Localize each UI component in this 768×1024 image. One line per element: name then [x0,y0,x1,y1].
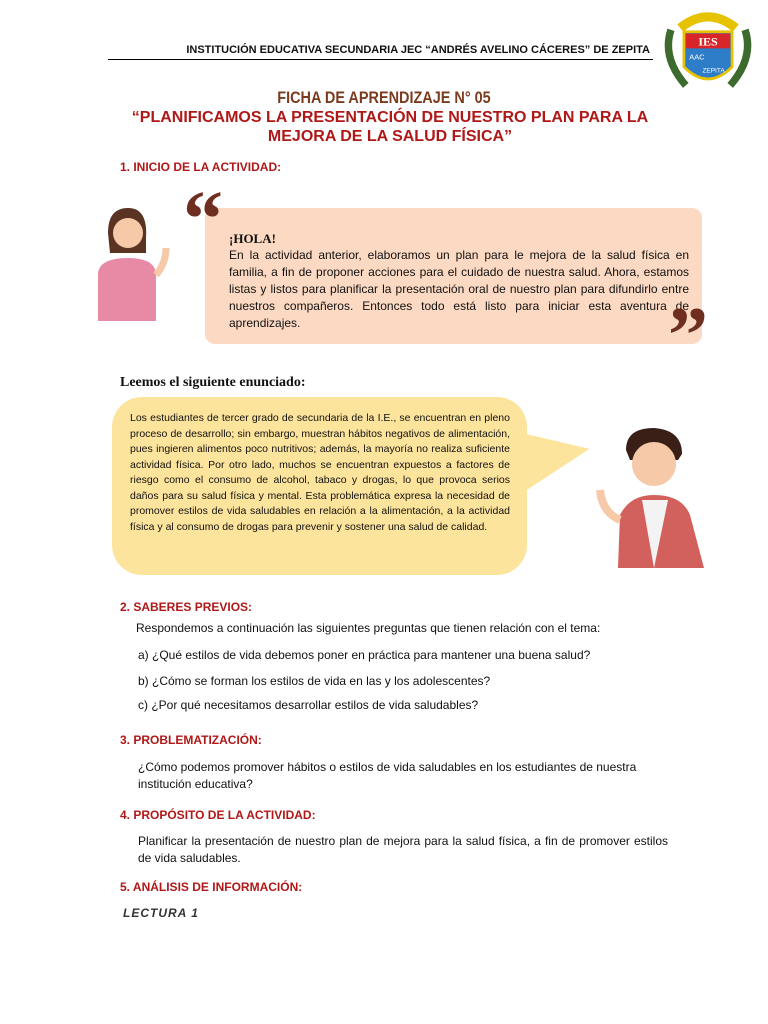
institution-header: INSTITUCIÓN EDUCATIVA SECUNDARIA JEC “ANDRÉS AVELINO CÁCERES” DE ZEPITA [186,44,650,56]
section-1-heading: 1. INICIO DE LA ACTIVIDAD: [120,160,282,174]
speech-bubble-tail [515,419,594,490]
question-b: b) ¿Cómo se forman los estilos de vida en las y los adolescentes? [138,674,491,688]
reading-text: Los estudiantes de tercer grado de secundaria de la I.E., se encuentran en pleno proceso de desarrollo; sin embargo, muestran hábitos negativos de alimentación, pues ingieren alimentos poco nutritivos; además, la mayoría no realiza suficiente actividad física. Por otro lado, muchos se encuentran expuestos a factores de riesgo como el consumo de alcohol, tabaco y drogas, lo que provoca serios daños para su salud física y mental. Esta problemática expresa la necesidad de promover estilos de vida saludables en relación a la alimentación, a la actividad física y al consumo de drogas para prevenir y sostener una salud de calidad. [130,412,510,533]
worksheet-title: FICHA DE APRENDIZAJE N° 05 [277,88,491,107]
greeting-box [205,208,702,344]
question-a: a) ¿Qué estilos de vida debemos poner en práctica para mantener una buena salud? [138,648,591,662]
section-4-heading: 4. PROPÓSITO DE LA ACTIVIDAD: [120,808,316,822]
question-c: c) ¿Por qué necesitamos desarrollar estilos de vida saludables? [138,698,479,712]
girl-illustration [88,203,178,323]
greeting: ¡HOLA! [229,231,276,246]
section-5-heading: 5. ANÁLISIS DE INFORMACIÓN: [120,880,303,894]
worksheet-subtitle: “PLANIFICAMOS LA PRESENTACIÓN DE NUESTRO PLAN PARA LA MEJORA DE LA SALUD FÍSICA” [131,109,649,145]
open-quote-icon: “ [183,176,223,264]
boy-illustration [590,420,710,570]
section-4-text: Planificar la presentación de nuestro plan de mejora para la salud física, a fin de promover estilos de vida saludables. [138,834,668,865]
reading-1-label: LECTURA 1 [123,906,199,920]
reading-label: Leemos el siguiente enunciado: [120,375,306,390]
section-3-heading: 3. PROBLEMATIZACIÓN: [120,733,262,747]
section-2-heading: 2. SABERES PREVIOS: [120,600,253,614]
greeting-text: En la actividad anterior, elaboramos un plan para le mejora de la salud física en familia, a fin de proponer acciones para el cuidado de nuestra salud. Ahora, estamos listas y listos para planificar la presentación oral de nuestro plan para difundirlo entre nuestros compañeros. Entonces todo está listo para iniciar esta aventura de aprendizajes. [229,248,689,330]
svg-text:AAC: AAC [689,52,705,62]
svg-text:IES: IES [698,34,718,49]
header-rule [108,59,653,60]
section-2-intro: Respondemos a continuación las siguientes preguntas que tienen relación con el tema: [136,621,601,635]
school-logo [658,8,758,98]
section-3-text: ¿Cómo podemos promover hábitos o estilos de vida saludables en los estudiantes de nuestra institución educativa? [138,760,637,791]
close-quote-icon: ” [668,292,708,380]
reading-speech-bubble [112,397,527,575]
svg-text:ZEPITA: ZEPITA [702,67,725,75]
